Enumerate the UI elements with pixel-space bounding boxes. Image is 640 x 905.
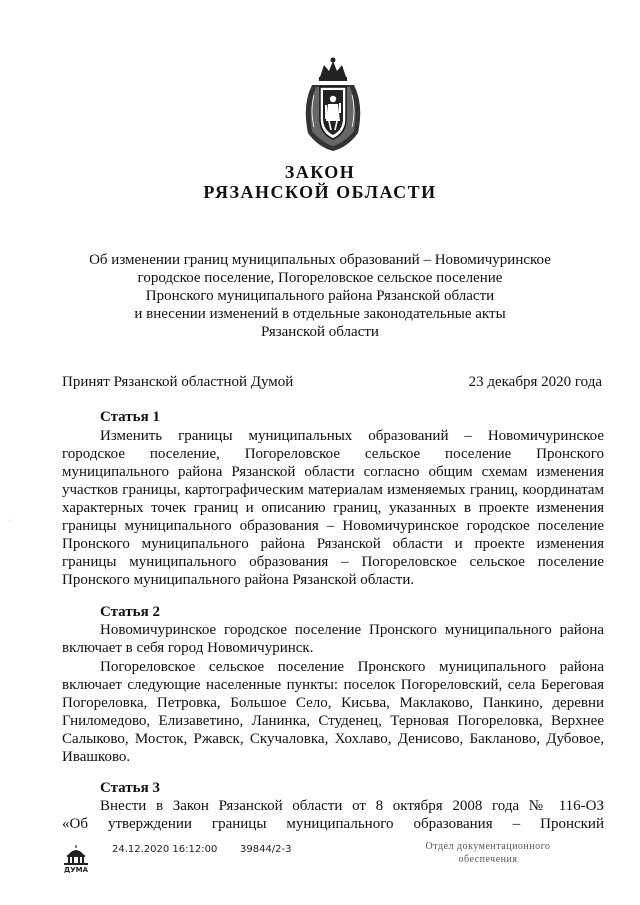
adopted-date: 23 декабря 2020 года (468, 374, 602, 390)
article-1-line: характерных точек границ и описанию границ, указанных в проекте изменения (62, 500, 604, 516)
footer-doc-number: 39844/2-3 (240, 844, 292, 855)
subject-line: и внесении изменений в отдельные законодательные акты (134, 306, 506, 322)
article-2-line: Гниломедово, Елизаветино, Ланинка, Студенец, Терновая Погореловка, Верхнее (62, 713, 604, 729)
subject-line: Об изменении границ муниципальных образований – Новомичуринское (89, 252, 551, 268)
duma-logo-icon (60, 843, 92, 873)
law-title: ЗАКОН (284, 162, 356, 182)
article-1-line: границы муниципального образования – Новомичуринское городское поселение (62, 518, 604, 534)
article-2-line: включает следующие населенные пункты: поселок Погореловский, села Береговая (62, 677, 604, 693)
article-2-line: Новомичуринское городское поселение Пронского муниципального района (100, 622, 604, 638)
article-2-line: включает в себя город Новомичуринск. (62, 640, 314, 656)
article-3-line: «Об утверждении границы муниципального образования – Пронский (62, 816, 604, 832)
article-1-line: муниципального района Рязанской области согласно общим схемам изменения (62, 464, 604, 480)
article-3-line: Внести в Закон Рязанской области от 8 октября 2008 года № 116-ОЗ (100, 798, 604, 814)
law-region-title: РЯЗАНСКОЙ ОБЛАСТИ (203, 182, 437, 202)
ryazan-coat-of-arms-emblem (300, 55, 366, 153)
article-2-line: Погореловское сельское поселение Пронского муниципального района (100, 659, 604, 675)
article-2-line: Погореловка, Петровка, Большое Село, Кисьва, Маклаково, Панкино, деревни (62, 695, 604, 711)
article-3-heading: Статья 3 (100, 780, 160, 796)
duma-logo-text: ДУМА (63, 866, 89, 873)
article-1-line: участков границы, картографическим материалам изменяемых границ, координатам (62, 482, 604, 498)
article-1-line: границы муниципального образования – Погореловское сельское поселение (62, 554, 604, 570)
subject-line: Пронского муниципального района Рязанской области (145, 288, 495, 304)
law-subject (80, 251, 560, 341)
footer-timestamp: 24.12.2020 16:12:00 (112, 844, 218, 855)
stamp-line: обеспечения (458, 854, 518, 865)
adopted-by: Принят Рязанской областной Думой (62, 374, 294, 390)
article-2-heading: Статья 2 (100, 604, 160, 620)
article-1-line: Изменить границы муниципальных образований – Новомичуринское (100, 428, 604, 444)
stamp-line: Отдел документационного (425, 841, 551, 852)
subject-line: городское поселение, Погореловское сельское поселение (137, 270, 503, 286)
article-1-line: Пронского муниципального района Рязанской области. (62, 572, 415, 588)
department-stamp (400, 840, 576, 866)
margin-mark: · (8, 518, 10, 524)
article-1-heading: Статья 1 (100, 409, 160, 425)
article-2-line: Ивашково. (62, 749, 131, 765)
article-1-line: городское поселение, Погореловское сельское поселение Пронского (62, 446, 604, 462)
article-1-line: Пронского муниципального района Рязанской области и проекте изменения (62, 536, 604, 552)
article-2-line: Салыково, Мосток, Ржавск, Скучаловка, Хохлаво, Денисово, Бакланово, Дубовое, (62, 731, 604, 747)
subject-line: Рязанской области (261, 324, 379, 340)
